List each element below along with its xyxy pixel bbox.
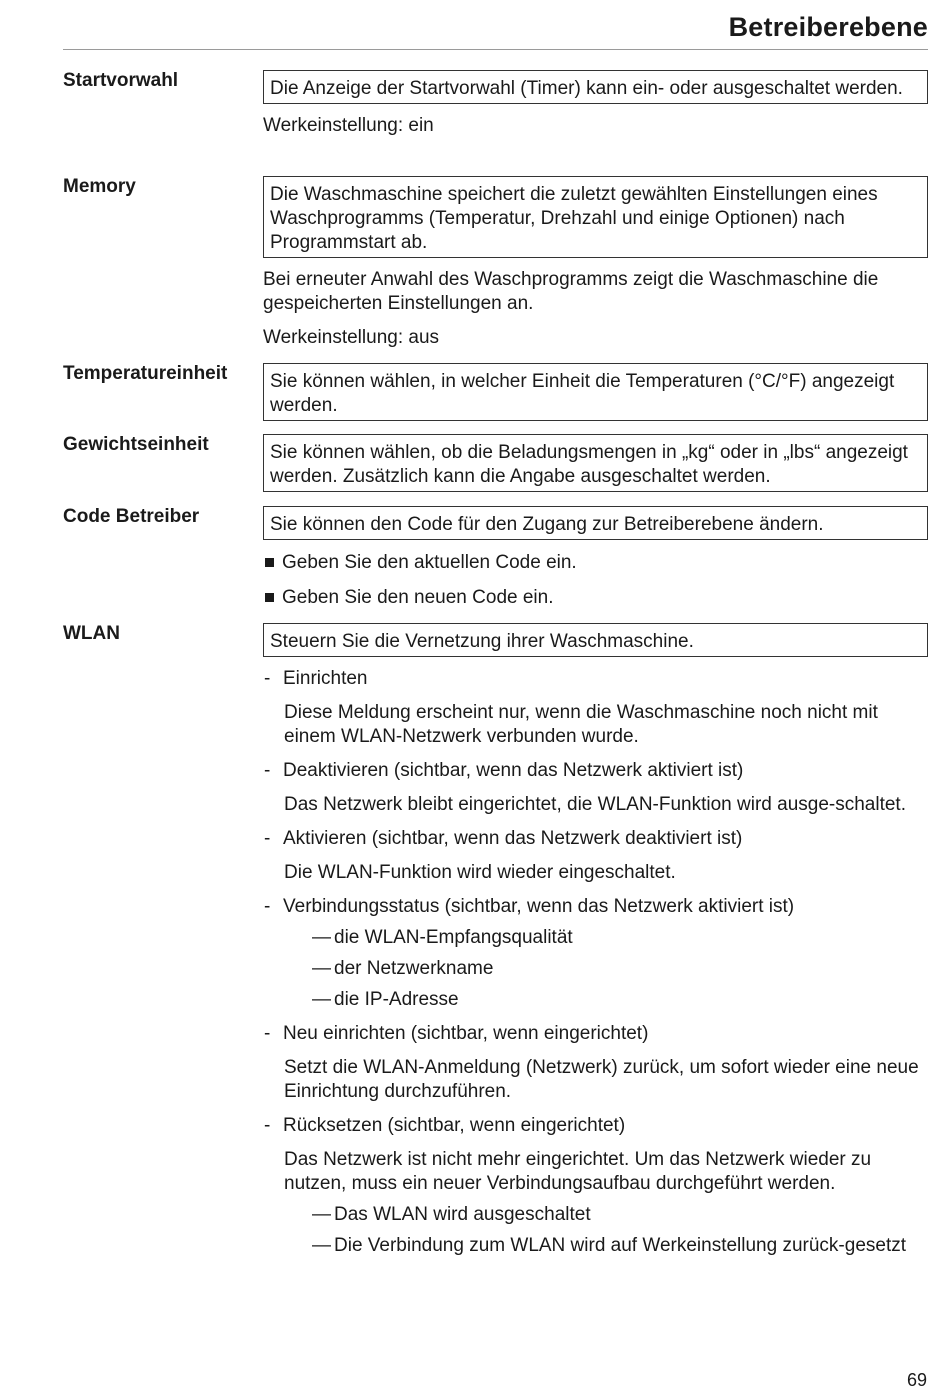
- wlan-item-desc: Die WLAN-Funktion wird wieder eingeschaltet.: [284, 862, 676, 883]
- wlan-item-neu-einrichten: - Neu einrichten (sichtbar, wenn eingerichtet): [264, 1023, 649, 1044]
- code-step: Geben Sie den aktuellen Code ein.: [263, 551, 928, 575]
- page-header: [63, 0, 928, 50]
- wlan-item-einrichten: - Einrichten: [264, 668, 368, 689]
- code-box: Sie können den Code für den Zugang zur Betreiberebene ändern.: [263, 506, 928, 540]
- startvorwahl-box: Die Anzeige der Startvorwahl (Timer) kann ein- oder ausgeschaltet werden.: [263, 70, 928, 104]
- term-startvorwahl: Startvorwahl: [63, 70, 179, 91]
- term-code-betreiber: Code Betreiber: [63, 506, 200, 527]
- term-wlan: WLAN: [63, 623, 120, 644]
- wlan-item-ruecksetzen: - Rücksetzen (sichtbar, wenn eingerichtet): [264, 1115, 626, 1136]
- wlan-subitem: — die WLAN-Empfangsqualität: [312, 927, 573, 948]
- wlan-item-desc: Setzt die WLAN-Anmeldung (Netzwerk) zurück, um sofort wieder eine neue Einrichtung durchzuführen.: [284, 1057, 919, 1102]
- wlan-item-verbindungsstatus: - Verbindungsstatus (sichtbar, wenn das Netzwerk aktiviert ist): [264, 896, 795, 917]
- term-temperatureinheit: Temperatureinheit: [63, 363, 228, 384]
- wlan-item-desc: Das Netzwerk ist nicht mehr eingerichtet. Um das Netzwerk wieder zu nutzen, muss ein neuer Verbindungsaufbau durchgeführt werden.: [284, 1149, 872, 1194]
- wlan-box: Steuern Sie die Vernetzung ihrer Waschmaschine.: [263, 623, 928, 657]
- wlan-subitem: — der Netzwerkname: [312, 958, 494, 979]
- term-memory: Memory: [63, 176, 136, 197]
- wlan-subitem: — Das WLAN wird ausgeschaltet: [312, 1204, 591, 1225]
- startvorwahl-default: Werkeinstellung: ein: [263, 115, 434, 136]
- wlan-subitem: — Die Verbindung zum WLAN wird auf Werkeinstellung zurück-gesetzt: [312, 1235, 907, 1256]
- code-step: Geben Sie den neuen Code ein.: [263, 586, 928, 610]
- gewichtseinheit-box: Sie können wählen, ob die Beladungsmengen in „kg“ oder in „lbs“ angezeigt werden. Zusätzlich kann die Angabe ausgeschaltet werden.: [263, 434, 928, 492]
- wlan-item-desc: Das Netzwerk bleibt eingerichtet, die WLAN-Funktion wird ausge-schaltet.: [284, 794, 906, 815]
- wlan-subitem: — die IP-Adresse: [312, 989, 459, 1010]
- term-gewichtseinheit: Gewichtseinheit: [63, 434, 209, 455]
- memory-para: Bei erneuter Anwahl des Waschprogramms zeigt die Waschmaschine die gespeicherten Einstellungen an.: [263, 269, 879, 314]
- memory-default: Werkeinstellung: aus: [263, 327, 440, 348]
- memory-box: Die Waschmaschine speichert die zuletzt gewählten Einstellungen eines Waschprogramms (Temperatur, Drehzahl und einige Optionen) nach Programmstart ab.: [263, 176, 928, 258]
- wlan-item-aktivieren: - Aktivieren (sichtbar, wenn das Netzwerk deaktiviert ist): [264, 828, 743, 849]
- page-title: Betreiberebene: [728, 12, 928, 42]
- wlan-item-desc: Diese Meldung erscheint nur, wenn die Waschmaschine noch nicht mit einem WLAN-Netzwerk verbunden wurde.: [284, 702, 878, 747]
- square-bullet-icon: [265, 558, 274, 567]
- page-number: 69: [906, 1370, 927, 1390]
- wlan-item-deaktivieren: - Deaktivieren (sichtbar, wenn das Netzwerk aktiviert ist): [264, 760, 744, 781]
- temperatureinheit-box: Sie können wählen, in welcher Einheit die Temperaturen (°C/°F) angezeigt werden.: [263, 363, 928, 421]
- square-bullet-icon: [265, 593, 274, 602]
